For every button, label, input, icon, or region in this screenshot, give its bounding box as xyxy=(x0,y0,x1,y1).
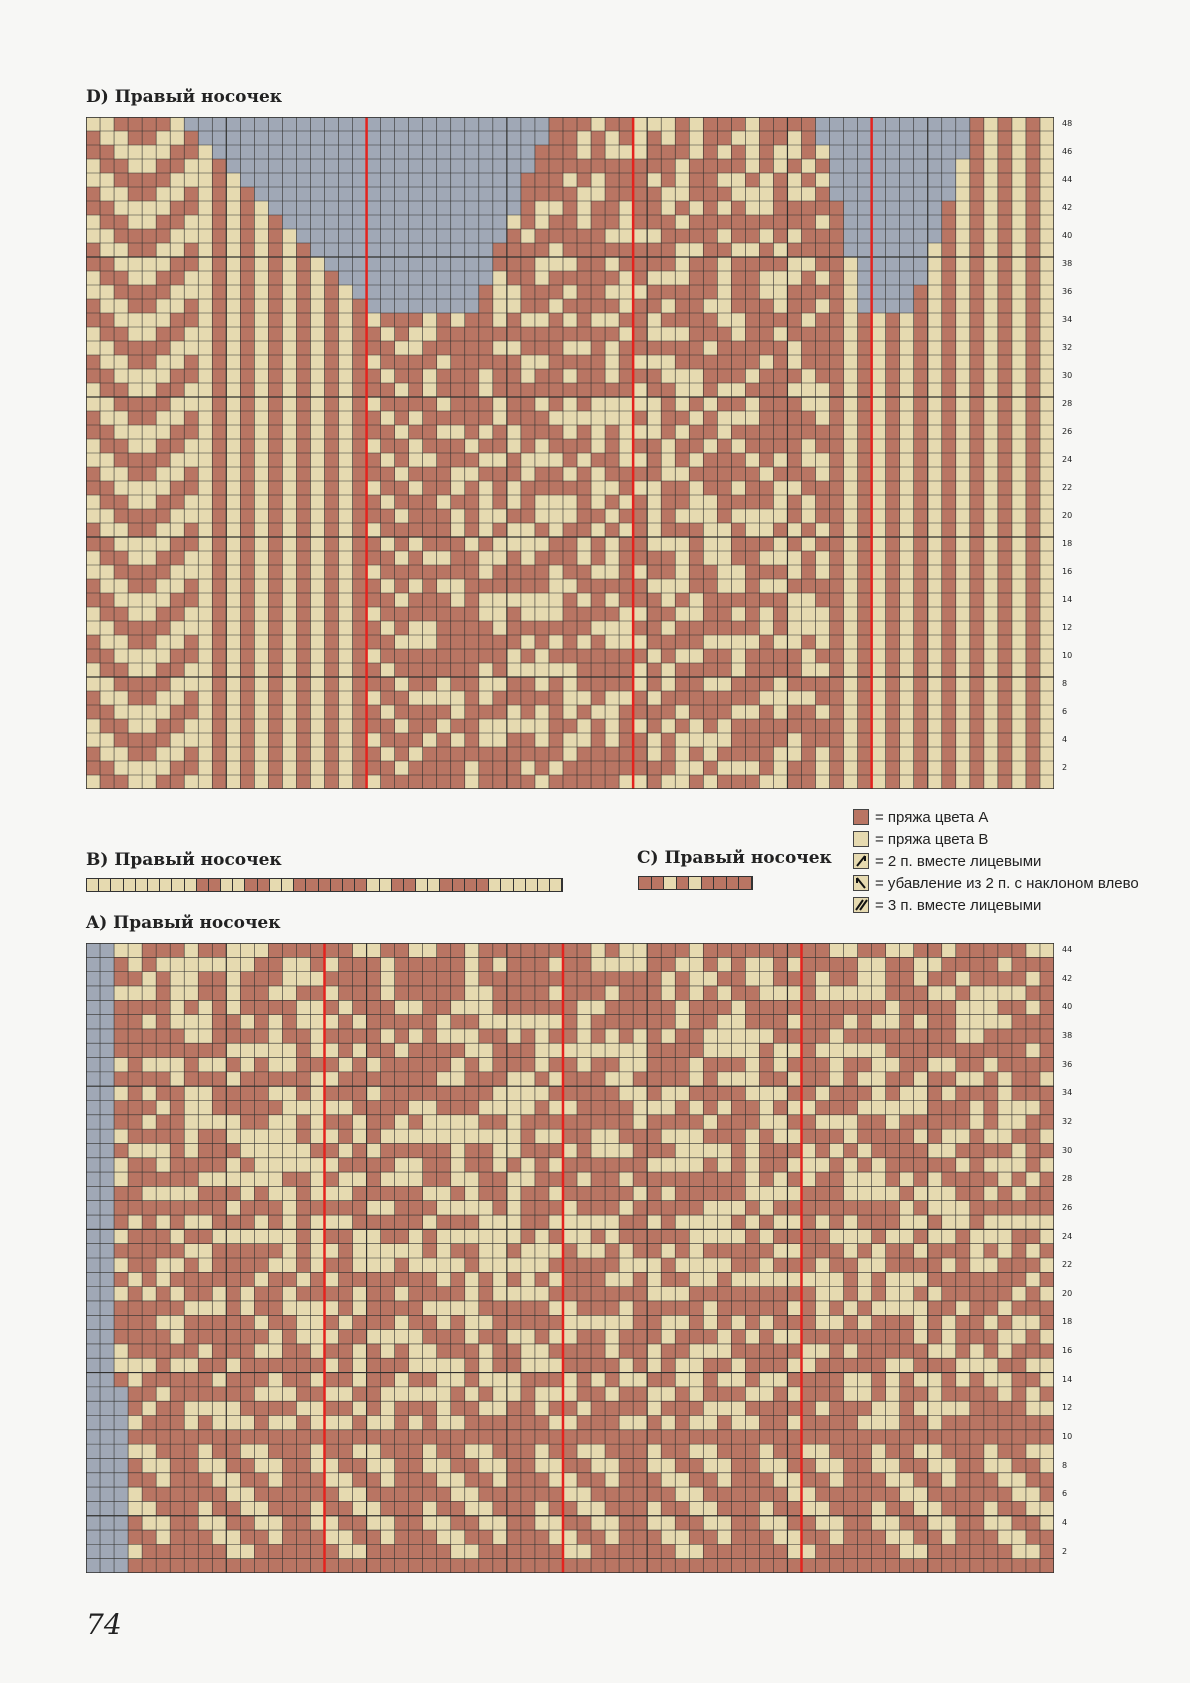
ssk-icon xyxy=(853,875,869,891)
row-number: 10 xyxy=(1062,1431,1073,1441)
row-number: 32 xyxy=(1062,343,1073,352)
strip-cell xyxy=(197,879,209,891)
strip-cell xyxy=(440,879,452,891)
strip-cell xyxy=(639,877,652,889)
row-number: 12 xyxy=(1062,1403,1073,1413)
row-number: 28 xyxy=(1062,399,1073,408)
strip-cell xyxy=(331,879,343,891)
strip-cell xyxy=(221,879,233,891)
strip-cell xyxy=(428,879,440,891)
strip-cell xyxy=(538,879,550,891)
strip-cell xyxy=(319,879,331,891)
strip-cell xyxy=(489,879,501,891)
strip-cell xyxy=(160,879,172,891)
row-number: 38 xyxy=(1062,1031,1073,1041)
row-number: 24 xyxy=(1062,1231,1073,1241)
row-number: 38 xyxy=(1062,259,1073,268)
legend-item-k2tog xyxy=(853,850,1139,872)
strip-cell xyxy=(550,879,562,891)
row-number: 34 xyxy=(1062,1088,1073,1098)
row-number: 4 xyxy=(1062,735,1068,744)
strip-cell xyxy=(702,877,715,889)
color-b-swatch-icon xyxy=(853,831,869,847)
row-number: 40 xyxy=(1062,1002,1073,1012)
strip-cell xyxy=(514,879,526,891)
chart-d-grid xyxy=(86,117,1054,789)
row-number: 46 xyxy=(1062,147,1073,156)
row-number: 14 xyxy=(1062,595,1073,604)
strip-cell xyxy=(477,879,489,891)
strip-cell xyxy=(99,879,111,891)
row-number: 8 xyxy=(1062,679,1068,688)
strip-cell xyxy=(714,877,727,889)
strip-cell xyxy=(258,879,270,891)
row-number: 48 xyxy=(1062,119,1073,128)
strip-cell xyxy=(209,879,221,891)
strip-cell xyxy=(343,879,355,891)
legend-item-yarn-b xyxy=(853,828,1139,850)
strip-cell xyxy=(355,879,367,891)
row-number: 44 xyxy=(1062,175,1073,184)
legend-label: = 3 п. вместе лицевыми xyxy=(875,896,1042,914)
row-number: 2 xyxy=(1062,763,1068,772)
row-number: 10 xyxy=(1062,651,1073,660)
legend-item-ssk xyxy=(853,872,1139,894)
strip-cell xyxy=(111,879,123,891)
strip-cell xyxy=(306,879,318,891)
row-number: 20 xyxy=(1062,1288,1073,1298)
chart-a-title: A) Правый носочек xyxy=(86,913,281,933)
legend-item-k3tog xyxy=(853,894,1139,916)
strip-cell xyxy=(404,879,416,891)
row-number: 16 xyxy=(1062,1346,1073,1356)
strip-cell xyxy=(233,879,245,891)
strip-cell xyxy=(185,879,197,891)
color-a-swatch-icon xyxy=(853,809,869,825)
k3tog-icon xyxy=(853,897,869,913)
row-number: 20 xyxy=(1062,511,1073,520)
legend-label: = убавление из 2 п. с наклоном влево xyxy=(875,874,1139,892)
row-number: 36 xyxy=(1062,1059,1073,1069)
row-number: 36 xyxy=(1062,287,1073,296)
chart-a-grid xyxy=(86,943,1054,1573)
row-number: 42 xyxy=(1062,203,1073,212)
row-number: 22 xyxy=(1062,483,1073,492)
row-number: 22 xyxy=(1062,1260,1073,1270)
chart-b-title: B) Правый носочек xyxy=(86,850,282,870)
strip-cell xyxy=(416,879,428,891)
row-number: 12 xyxy=(1062,623,1073,632)
strip-cell xyxy=(677,877,690,889)
strip-cell xyxy=(294,879,306,891)
strip-cell xyxy=(282,879,294,891)
row-number: 24 xyxy=(1062,455,1073,464)
strip-cell xyxy=(87,879,99,891)
row-number: 30 xyxy=(1062,1145,1073,1155)
strip-cell xyxy=(652,877,665,889)
strip-cell xyxy=(367,879,379,891)
chart-c-title: C) Правый носочек xyxy=(637,848,832,868)
row-number: 16 xyxy=(1062,567,1073,576)
chart-b-strip xyxy=(86,878,563,892)
page-number: 74 xyxy=(86,1608,122,1641)
strip-cell xyxy=(245,879,257,891)
row-number: 30 xyxy=(1062,371,1073,380)
strip-cell xyxy=(172,879,184,891)
row-number: 28 xyxy=(1062,1174,1073,1184)
strip-cell xyxy=(465,879,477,891)
row-number: 2 xyxy=(1062,1546,1068,1556)
legend xyxy=(853,806,1139,916)
strip-cell xyxy=(739,877,752,889)
k2tog-icon xyxy=(853,853,869,869)
chart-c-strip xyxy=(638,876,753,890)
strip-cell xyxy=(453,879,465,891)
row-number: 8 xyxy=(1062,1460,1068,1470)
strip-cell xyxy=(124,879,136,891)
row-number: 6 xyxy=(1062,1489,1068,1499)
row-number: 4 xyxy=(1062,1517,1068,1527)
strip-cell xyxy=(526,879,538,891)
row-number: 42 xyxy=(1062,973,1073,983)
row-number: 32 xyxy=(1062,1116,1073,1126)
legend-item-yarn-a xyxy=(853,806,1139,828)
legend-label: = пряжа цвета А xyxy=(875,808,989,826)
strip-cell xyxy=(270,879,282,891)
chart-d-title: D) Правый носочек xyxy=(86,87,283,107)
strip-cell xyxy=(392,879,404,891)
strip-cell xyxy=(380,879,392,891)
row-number: 18 xyxy=(1062,539,1073,548)
strip-cell xyxy=(689,877,702,889)
chart-d-row-numbers xyxy=(1062,117,1092,789)
strip-cell xyxy=(148,879,160,891)
row-number: 18 xyxy=(1062,1317,1073,1327)
strip-cell xyxy=(501,879,513,891)
row-number: 26 xyxy=(1062,427,1073,436)
row-number: 26 xyxy=(1062,1202,1073,1212)
legend-label: = пряжа цвета В xyxy=(875,830,989,848)
strip-cell xyxy=(664,877,677,889)
strip-cell xyxy=(136,879,148,891)
legend-label: = 2 п. вместе лицевыми xyxy=(875,852,1042,870)
row-number: 40 xyxy=(1062,231,1073,240)
row-number: 6 xyxy=(1062,707,1068,716)
chart-a-row-numbers xyxy=(1062,943,1092,1573)
row-number: 14 xyxy=(1062,1374,1073,1384)
strip-cell xyxy=(727,877,740,889)
row-number: 34 xyxy=(1062,315,1073,324)
row-number: 44 xyxy=(1062,945,1073,955)
